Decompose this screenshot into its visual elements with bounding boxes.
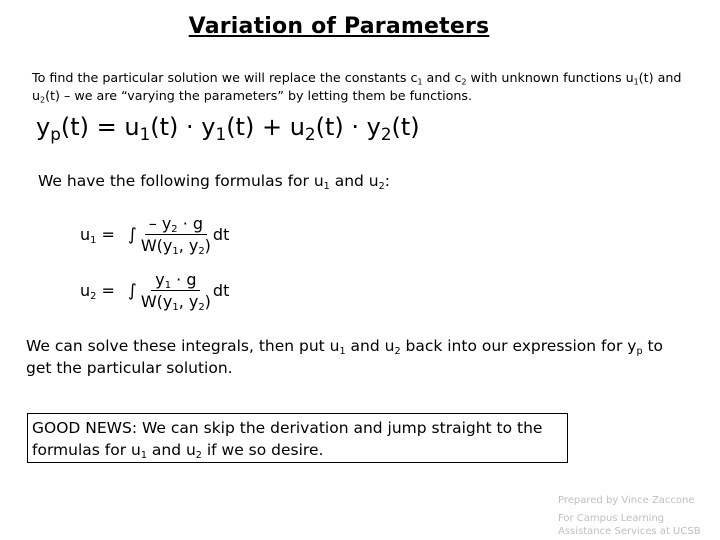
integral-sign: ∫ xyxy=(128,280,137,301)
formulas-intro-text: We have the following formulas for $u_1$ and $u_2$: xyxy=(38,172,390,192)
u1-formula: $u_1$ = ∫ $\frac{- y_2 \cdot g}{W(y_1, y_2)}$ dt xyxy=(80,214,230,257)
page-title: Variation of Parameters xyxy=(188,14,490,39)
u2-formula: $u_2$ = ∫ $\frac{y_1 \cdot g}{W(y_1, y_2)}$ dt xyxy=(80,270,230,313)
solve-integrals-paragraph: We can solve these integrals, then put $u_1$ and $u_2$ back into our expression for $y_p$ to get the particular solution. xyxy=(26,337,664,377)
particular-solution-equation: $y_p(t) = u_1(t) \cdot y_1(t) + u_2(t) \cdot y_2(t)$ xyxy=(36,113,420,145)
credit-organization: For Campus Learning Assistance Services at UCSB xyxy=(558,513,701,537)
integral-sign: ∫ xyxy=(128,224,137,245)
u2-fraction: $\frac{y_1 \cdot g}{W(y_1, y_2)}$ xyxy=(140,270,211,313)
intro-paragraph: To find the particular solution we will replace the constants $c_1$ and $c_2$ with unknown functions $u_1(t)$ and $u_2(t)$ – we are “varying the parameters” by letting them be functions. xyxy=(32,70,682,105)
good-news-box: GOOD NEWS: We can skip the derivation and jump straight to the formulas for $u_1$ and $u_2$ if we so desire. xyxy=(27,413,568,463)
credit-author: Prepared by Vince Zaccone xyxy=(558,495,695,506)
u1-fraction: $\frac{- y_2 \cdot g}{W(y_1, y_2)}$ xyxy=(140,214,211,257)
